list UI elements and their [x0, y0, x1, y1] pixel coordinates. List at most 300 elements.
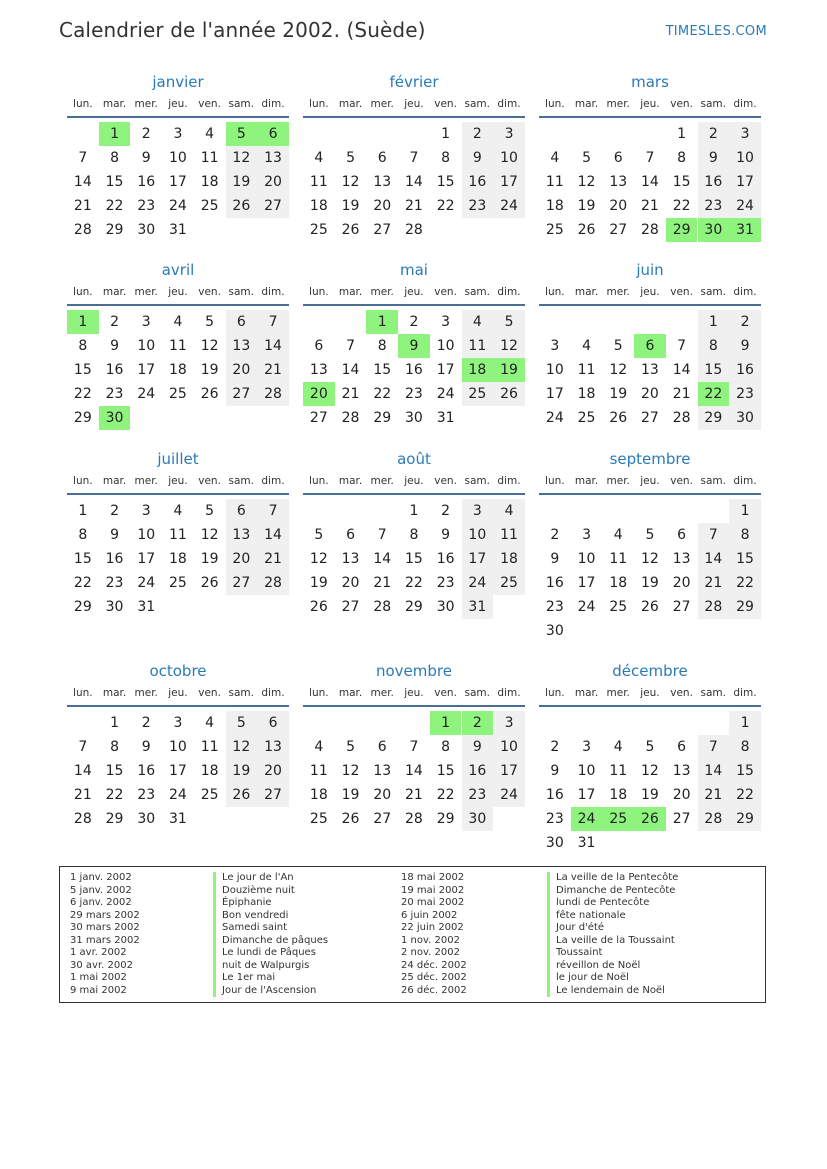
day-cell: 17 — [493, 759, 525, 783]
weekday-label: dim. — [733, 286, 757, 298]
day-cell: 29 — [373, 410, 392, 426]
day-cell: 24 — [462, 571, 494, 595]
day-cell: 30 — [545, 623, 564, 639]
page-title: Calendrier de l'année 2002. (Suède) — [59, 18, 426, 42]
day-cell: 16 — [137, 763, 156, 779]
day-cell: 6 — [226, 499, 258, 523]
holiday-date: 26 déc. 2002 — [401, 984, 467, 996]
day-cell: 11 — [609, 551, 628, 567]
day-cell: 5 — [613, 338, 623, 354]
day-cell: 22 — [698, 382, 730, 406]
day-cell: 21 — [405, 198, 423, 214]
weekday-label: sam. — [700, 98, 727, 110]
day-cell: 21 — [373, 575, 392, 591]
weekday-label: mar. — [102, 98, 127, 110]
weekday-label: sam. — [228, 687, 255, 699]
day-cell: 10 — [137, 527, 156, 543]
weekday-label: jeu. — [168, 475, 188, 487]
day-cell: 7 — [78, 739, 88, 755]
day-cell: 18 — [309, 198, 328, 214]
day-cell: 23 — [137, 198, 156, 214]
day-cell: 20 — [257, 759, 289, 783]
day-cell: 1 — [409, 503, 419, 519]
holiday-name: Bon vendredi — [213, 910, 288, 923]
day-cell: 2 — [462, 122, 494, 146]
day-cell: 28 — [405, 811, 423, 827]
day-cell: 18 — [609, 787, 628, 803]
day-cell: 30 — [137, 811, 156, 827]
day-cell: 18 — [462, 358, 494, 382]
day-cell: 24 — [493, 783, 525, 807]
days-grid — [303, 707, 525, 851]
day-cell: 30 — [729, 406, 761, 430]
day-cell: 16 — [436, 551, 455, 567]
day-cell: 8 — [677, 150, 687, 166]
day-cell: 19 — [226, 170, 258, 194]
day-cell: 3 — [462, 499, 494, 523]
day-cell: 24 — [137, 386, 156, 402]
day-cell: 26 — [341, 811, 360, 827]
holiday-date: 6 juin 2002 — [401, 909, 458, 921]
day-cell: 25 — [200, 787, 219, 803]
day-cell: 24 — [545, 410, 564, 426]
day-cell: 6 — [677, 527, 687, 543]
holiday-name: Toussaint — [547, 947, 602, 960]
day-cell: 14 — [405, 174, 423, 190]
weekday-label: jeu. — [168, 98, 188, 110]
day-cell: 19 — [341, 787, 360, 803]
day-cell: 11 — [309, 763, 328, 779]
day-cell: 18 — [493, 547, 525, 571]
day-cell: 30 — [105, 599, 124, 615]
holiday-date: 30 mars 2002 — [70, 922, 140, 933]
day-cell: 9 — [441, 527, 451, 543]
weekday-label: sam. — [228, 98, 255, 110]
day-cell: 17 — [577, 575, 596, 591]
day-cell: 2 — [698, 122, 730, 146]
weekday-label: mer. — [370, 475, 394, 487]
day-cell: 17 — [169, 174, 187, 190]
day-cell: 13 — [641, 362, 659, 378]
day-cell: 29 — [73, 410, 92, 426]
day-cell: 9 — [141, 150, 151, 166]
day-cell: 25 — [462, 382, 494, 406]
day-cell: 3 — [729, 122, 761, 146]
day-cell: 15 — [373, 362, 392, 378]
weekday-label: sam. — [700, 286, 727, 298]
day-cell: 15 — [729, 547, 761, 571]
day-cell: 10 — [729, 146, 761, 170]
day-cell: 26 — [641, 599, 659, 615]
weekday-label: sam. — [464, 286, 491, 298]
weekday-label: lun. — [309, 98, 329, 110]
holiday-name: La veille de la Pentecôte — [547, 872, 678, 885]
day-cell: 14 — [73, 763, 92, 779]
day-cell: 7 — [645, 150, 655, 166]
holiday-name: nuit de Walpurgis — [213, 960, 309, 973]
day-cell: 4 — [314, 150, 324, 166]
day-cell: 29 — [105, 222, 124, 238]
day-cell: 29 — [436, 811, 455, 827]
day-cell: 4 — [205, 126, 215, 142]
day-cell: 16 — [105, 362, 124, 378]
day-cell: 26 — [577, 222, 596, 238]
day-cell: 4 — [173, 314, 183, 330]
days-grid — [67, 707, 289, 851]
day-cell: 24 — [169, 198, 187, 214]
day-cell: 10 — [137, 338, 156, 354]
day-cell: 23 — [462, 783, 494, 807]
weekday-header — [303, 92, 525, 118]
weekday-label: lun. — [545, 286, 565, 298]
day-cell: 1 — [441, 126, 451, 142]
day-cell: 6 — [257, 122, 289, 146]
day-cell: 20 — [373, 198, 392, 214]
day-cell: 20 — [373, 787, 392, 803]
weekday-header — [539, 280, 761, 306]
holiday-date: 5 janv. 2002 — [70, 884, 132, 896]
day-cell: 13 — [373, 174, 392, 190]
day-cell: 22 — [373, 386, 392, 402]
weekday-label: mer. — [370, 687, 394, 699]
day-cell: 20 — [226, 358, 258, 382]
day-cell: 14 — [373, 551, 392, 567]
weekday-label: dim. — [497, 475, 521, 487]
day-cell: 30 — [436, 599, 455, 615]
day-cell: 1 — [698, 310, 730, 334]
day-cell: 7 — [377, 527, 387, 543]
day-cell: 11 — [200, 150, 219, 166]
day-cell: 2 — [550, 527, 560, 543]
weekday-label: lun. — [545, 475, 565, 487]
day-cell: 2 — [729, 310, 761, 334]
weekday-label: sam. — [464, 98, 491, 110]
day-cell: 19 — [200, 362, 219, 378]
month-name: décembre — [612, 662, 688, 680]
weekday-label: mar. — [574, 286, 599, 298]
day-cell: 4 — [314, 739, 324, 755]
day-cell: 6 — [377, 739, 387, 755]
days-grid — [539, 118, 761, 262]
day-cell: 31 — [137, 599, 156, 615]
day-cell: 22 — [436, 198, 455, 214]
weekday-label: mar. — [574, 687, 599, 699]
weekday-label: lun. — [309, 286, 329, 298]
month-name: juin — [636, 261, 664, 279]
holiday-name: Le 1er mai — [213, 972, 275, 985]
month-block — [539, 449, 761, 639]
day-cell: 18 — [200, 763, 219, 779]
holiday-date: 25 déc. 2002 — [401, 972, 467, 983]
day-cell: 4 — [493, 499, 525, 523]
day-cell: 28 — [641, 222, 659, 238]
day-cell: 19 — [493, 358, 525, 382]
day-cell: 3 — [141, 314, 151, 330]
day-cell: 28 — [698, 595, 730, 619]
weekday-label: jeu. — [404, 98, 424, 110]
month-name: août — [397, 450, 431, 468]
days-grid — [67, 306, 289, 450]
day-cell: 12 — [641, 551, 659, 567]
days-grid — [539, 495, 761, 639]
day-cell: 12 — [226, 146, 258, 170]
month-block — [303, 449, 525, 639]
weekday-header — [67, 681, 289, 707]
day-cell: 30 — [405, 410, 423, 426]
weekday-label: mer. — [370, 98, 394, 110]
day-cell: 7 — [78, 150, 88, 166]
holiday-date: 6 janv. 2002 — [70, 897, 132, 908]
day-cell: 27 — [226, 571, 258, 595]
day-cell: 15 — [405, 551, 423, 567]
day-cell: 10 — [462, 523, 494, 547]
day-cell: 14 — [698, 759, 730, 783]
day-cell: 27 — [672, 811, 691, 827]
holiday-name: Jour d'été — [547, 922, 604, 935]
day-cell: 12 — [309, 551, 328, 567]
day-cell: 2 — [141, 126, 151, 142]
day-cell: 4 — [550, 150, 560, 166]
weekday-label: mar. — [338, 687, 363, 699]
day-cell: 28 — [73, 811, 92, 827]
holiday-date: 22 juin 2002 — [401, 922, 464, 933]
day-cell: 8 — [409, 527, 419, 543]
weekday-label: lun. — [73, 286, 93, 298]
holiday-date: 24 déc. 2002 — [401, 959, 467, 971]
day-cell: 25 — [200, 198, 219, 214]
weekday-label: dim. — [497, 687, 521, 699]
day-cell: 23 — [698, 194, 730, 218]
day-cell: 16 — [729, 358, 761, 382]
weekday-label: ven. — [670, 475, 693, 487]
day-cell: 5 — [582, 150, 591, 166]
day-cell: 26 — [226, 194, 258, 218]
weekday-header — [303, 469, 525, 495]
weekday-header — [67, 469, 289, 495]
brand-link[interactable]: TIMESLES.COM — [665, 24, 767, 39]
day-cell: 27 — [373, 811, 392, 827]
day-cell: 29 — [729, 807, 761, 831]
day-cell: 27 — [341, 599, 360, 615]
holiday-date: 30 avr. 2002 — [70, 959, 133, 971]
weekday-label: sam. — [700, 475, 727, 487]
weekday-label: mer. — [606, 98, 630, 110]
day-cell: 23 — [729, 382, 761, 406]
day-cell: 28 — [341, 410, 360, 426]
holiday-name: réveillon de Noël — [547, 960, 640, 973]
day-cell: 16 — [137, 174, 156, 190]
day-cell: 4 — [173, 503, 183, 519]
day-cell: 17 — [493, 170, 525, 194]
day-cell: 21 — [257, 358, 289, 382]
month-name: novembre — [376, 662, 452, 680]
day-cell: 2 — [462, 711, 494, 735]
month-block — [539, 661, 761, 851]
day-cell: 29 — [405, 599, 423, 615]
holiday-name: le jour de Noël — [547, 972, 629, 985]
day-cell: 9 — [141, 739, 151, 755]
day-cell: 9 — [550, 551, 560, 567]
month-block — [67, 260, 289, 450]
month-name: juillet — [157, 450, 199, 468]
day-cell: 27 — [609, 222, 628, 238]
weekday-label: dim. — [733, 98, 757, 110]
weekday-label: mar. — [102, 286, 127, 298]
weekday-label: jeu. — [640, 475, 660, 487]
day-cell: 25 — [493, 571, 525, 595]
weekday-label: jeu. — [640, 98, 660, 110]
days-grid — [67, 495, 289, 639]
holiday-date: 20 mai 2002 — [401, 897, 465, 908]
day-cell: 11 — [493, 523, 525, 547]
day-cell: 8 — [441, 150, 451, 166]
day-cell: 9 — [698, 146, 730, 170]
weekday-label: jeu. — [640, 687, 660, 699]
day-cell: 26 — [309, 599, 328, 615]
day-cell: 3 — [582, 527, 591, 543]
weekday-label: mer. — [134, 475, 158, 487]
day-cell: 28 — [698, 807, 730, 831]
weekday-label: ven. — [434, 98, 457, 110]
day-cell: 10 — [493, 146, 525, 170]
weekday-label: sam. — [228, 475, 255, 487]
day-cell: 6 — [377, 150, 387, 166]
day-cell: 2 — [110, 314, 119, 330]
day-cell: 18 — [309, 787, 328, 803]
day-cell: 16 — [698, 170, 730, 194]
day-cell: 17 — [137, 551, 156, 567]
day-cell: 19 — [226, 759, 258, 783]
day-cell: 10 — [577, 551, 596, 567]
day-cell: 25 — [545, 222, 564, 238]
weekday-label: lun. — [73, 98, 93, 110]
day-cell: 3 — [493, 122, 525, 146]
weekday-label: mer. — [134, 687, 158, 699]
weekday-header — [539, 469, 761, 495]
day-cell: 21 — [257, 547, 289, 571]
day-cell: 24 — [577, 599, 596, 615]
weekday-label: ven. — [670, 98, 693, 110]
day-cell: 23 — [545, 599, 564, 615]
day-cell: 23 — [137, 787, 156, 803]
day-cell: 26 — [609, 410, 628, 426]
day-cell: 25 — [577, 410, 596, 426]
day-cell: 9 — [550, 763, 560, 779]
day-cell: 30 — [545, 835, 564, 851]
day-cell: 8 — [110, 150, 119, 166]
day-cell: 5 — [205, 503, 215, 519]
day-cell: 19 — [609, 386, 628, 402]
day-cell: 8 — [441, 739, 451, 755]
month-name: septembre — [609, 450, 691, 468]
day-cell: 11 — [309, 174, 328, 190]
weekday-header — [67, 280, 289, 306]
day-cell: 5 — [205, 314, 215, 330]
day-cell: 7 — [346, 338, 355, 354]
month-block — [303, 260, 525, 450]
day-cell: 13 — [672, 551, 691, 567]
day-cell: 30 — [99, 406, 131, 430]
day-cell: 7 — [677, 338, 687, 354]
day-cell: 25 — [309, 811, 328, 827]
weekday-label: jeu. — [404, 286, 424, 298]
weekday-label: dim. — [261, 687, 285, 699]
day-cell: 3 — [441, 314, 451, 330]
weekday-header — [303, 280, 525, 306]
day-cell: 3 — [173, 126, 183, 142]
day-cell: 17 — [137, 362, 156, 378]
day-cell: 15 — [436, 763, 455, 779]
day-cell: 22 — [105, 198, 124, 214]
day-cell: 5 — [493, 310, 525, 334]
holiday-name: Douzième nuit — [213, 885, 295, 898]
weekday-label: dim. — [733, 687, 757, 699]
weekday-label: jeu. — [404, 475, 424, 487]
weekday-label: sam. — [464, 475, 491, 487]
days-grid — [303, 118, 525, 262]
day-cell: 23 — [462, 194, 494, 218]
days-grid — [539, 707, 761, 851]
day-cell: 4 — [613, 739, 623, 755]
weekday-label: ven. — [670, 286, 693, 298]
weekday-label: jeu. — [168, 286, 188, 298]
day-cell: 13 — [309, 362, 328, 378]
weekday-label: mar. — [338, 475, 363, 487]
day-cell: 5 — [645, 739, 655, 755]
day-cell: 15 — [73, 362, 92, 378]
day-cell: 7 — [698, 735, 730, 759]
weekday-label: lun. — [73, 687, 93, 699]
day-cell: 7 — [698, 523, 730, 547]
day-cell: 22 — [729, 571, 761, 595]
day-cell: 1 — [677, 126, 687, 142]
day-cell: 4 — [462, 310, 494, 334]
day-cell: 6 — [226, 310, 258, 334]
day-cell: 3 — [173, 715, 183, 731]
weekday-label: mer. — [606, 475, 630, 487]
weekday-label: ven. — [198, 286, 221, 298]
day-cell: 2 — [141, 715, 151, 731]
day-cell: 26 — [341, 222, 360, 238]
weekday-label: mer. — [134, 286, 158, 298]
month-block — [539, 72, 761, 262]
day-cell: 8 — [377, 338, 387, 354]
day-cell: 5 — [226, 711, 258, 735]
day-cell: 22 — [405, 575, 423, 591]
month-name: mars — [631, 73, 669, 91]
day-cell: 14 — [698, 547, 730, 571]
day-cell: 15 — [436, 174, 455, 190]
holiday-date: 1 nov. 2002 — [401, 934, 460, 946]
day-cell: 1 — [99, 122, 131, 146]
day-cell: 19 — [641, 787, 659, 803]
weekday-label: mer. — [606, 687, 630, 699]
day-cell: 16 — [462, 170, 494, 194]
day-cell: 14 — [257, 523, 289, 547]
day-cell: 3 — [493, 711, 525, 735]
day-cell: 20 — [341, 575, 360, 591]
day-cell: 1 — [430, 711, 462, 735]
month-name: octobre — [149, 662, 207, 680]
day-cell: 12 — [200, 338, 219, 354]
day-cell: 4 — [613, 527, 623, 543]
day-cell: 12 — [609, 362, 628, 378]
day-cell: 5 — [645, 527, 655, 543]
weekday-label: ven. — [434, 475, 457, 487]
day-cell: 28 — [257, 382, 289, 406]
day-cell: 26 — [226, 783, 258, 807]
month-block — [303, 661, 525, 851]
